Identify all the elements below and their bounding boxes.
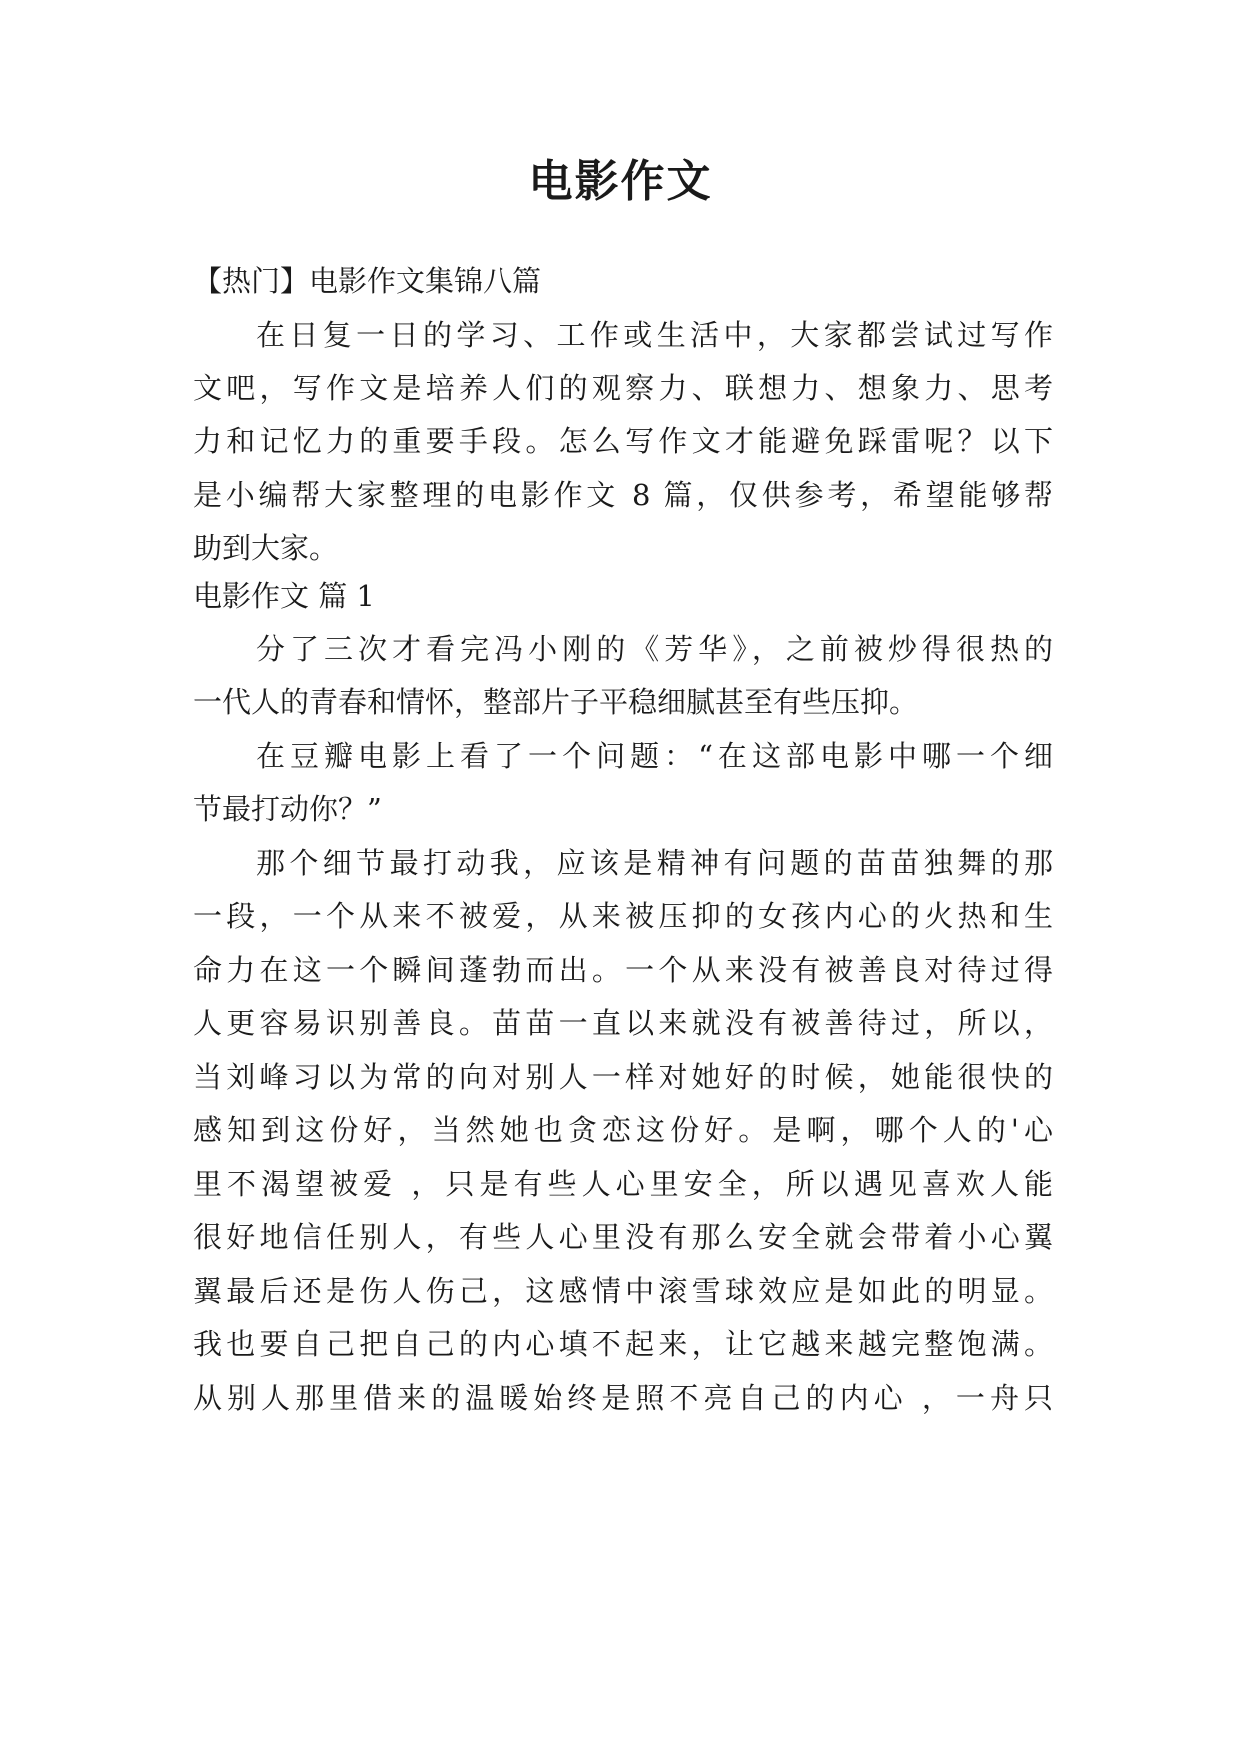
body-line-13: 翼最后还是伤人伤己，这感情中滚雪球效应是如此的明显。 <box>193 1274 1053 1308</box>
body-line-9: 当刘峰习以为常的向对别人一样对她好的时候，她能很快的 <box>193 1060 1053 1094</box>
body-line-14: 我也要自己把自己的内心填不起来，让它越来越完整饱满。 <box>193 1327 1053 1361</box>
article-heading: 【热门】电影作文集锦八篇 <box>193 264 542 298</box>
body-line-2: 一代人的青春和情怀，整部片子平稳细腻甚至有些压抑。 <box>193 685 919 719</box>
body-line-12: 很好地信任别人，有些人心里没有那么安全就会带着小心翼 <box>193 1220 1053 1254</box>
body-line-11: 里不渴望被爱 ，只是有些人心里安全，所以遇见喜欢人能 <box>193 1167 1053 1201</box>
body-line-7: 命力在这一个瞬间蓬勃而出。一个从来没有被善良对待过得 <box>193 953 1053 987</box>
intro-line-4: 是小编帮大家整理的电影作文 8 篇，仅供参考，希望能够帮 <box>193 478 1053 512</box>
intro-line-5: 助到大家。 <box>193 531 339 565</box>
body-line-1: 分了三次才看完冯小刚的《芳华》，之前被炒得很热的 <box>256 632 1053 666</box>
body-line-6: 一段，一个从来不被爱，从来被压抑的女孩内心的火热和生 <box>193 899 1053 933</box>
document-title: 电影作文 <box>528 156 713 207</box>
intro-line-3: 力和记忆力的重要手段。怎么写作文才能避免踩雷呢？以下 <box>193 424 1053 458</box>
body-line-8: 人更容易识别善良。苗苗一直以来就没有被善待过，所以， <box>193 1006 1053 1040</box>
intro-line-2: 文吧，写作文是培养人们的观察力、联想力、想象力、思考 <box>193 371 1053 405</box>
body-line-5: 那个细节最打动我，应该是精神有问题的苗苗独舞的那 <box>256 846 1053 880</box>
body-line-10: 感知到这份好，当然她也贪恋这份好。是啊，哪个人的'心 <box>193 1113 1053 1147</box>
section-heading: 电影作文 篇 1 <box>193 579 375 613</box>
body-line-3: 在豆瓣电影上看了一个问题：“在这部电影中哪一个细 <box>256 739 1053 773</box>
intro-line-1: 在日复一日的学习、工作或生活中，大家都尝试过写作 <box>256 318 1053 352</box>
body-line-15: 从别人那里借来的温暖始终是照不亮自己的内心 ，一舟只 <box>193 1381 1053 1415</box>
body-line-4: 节最打动你？” <box>193 792 382 826</box>
